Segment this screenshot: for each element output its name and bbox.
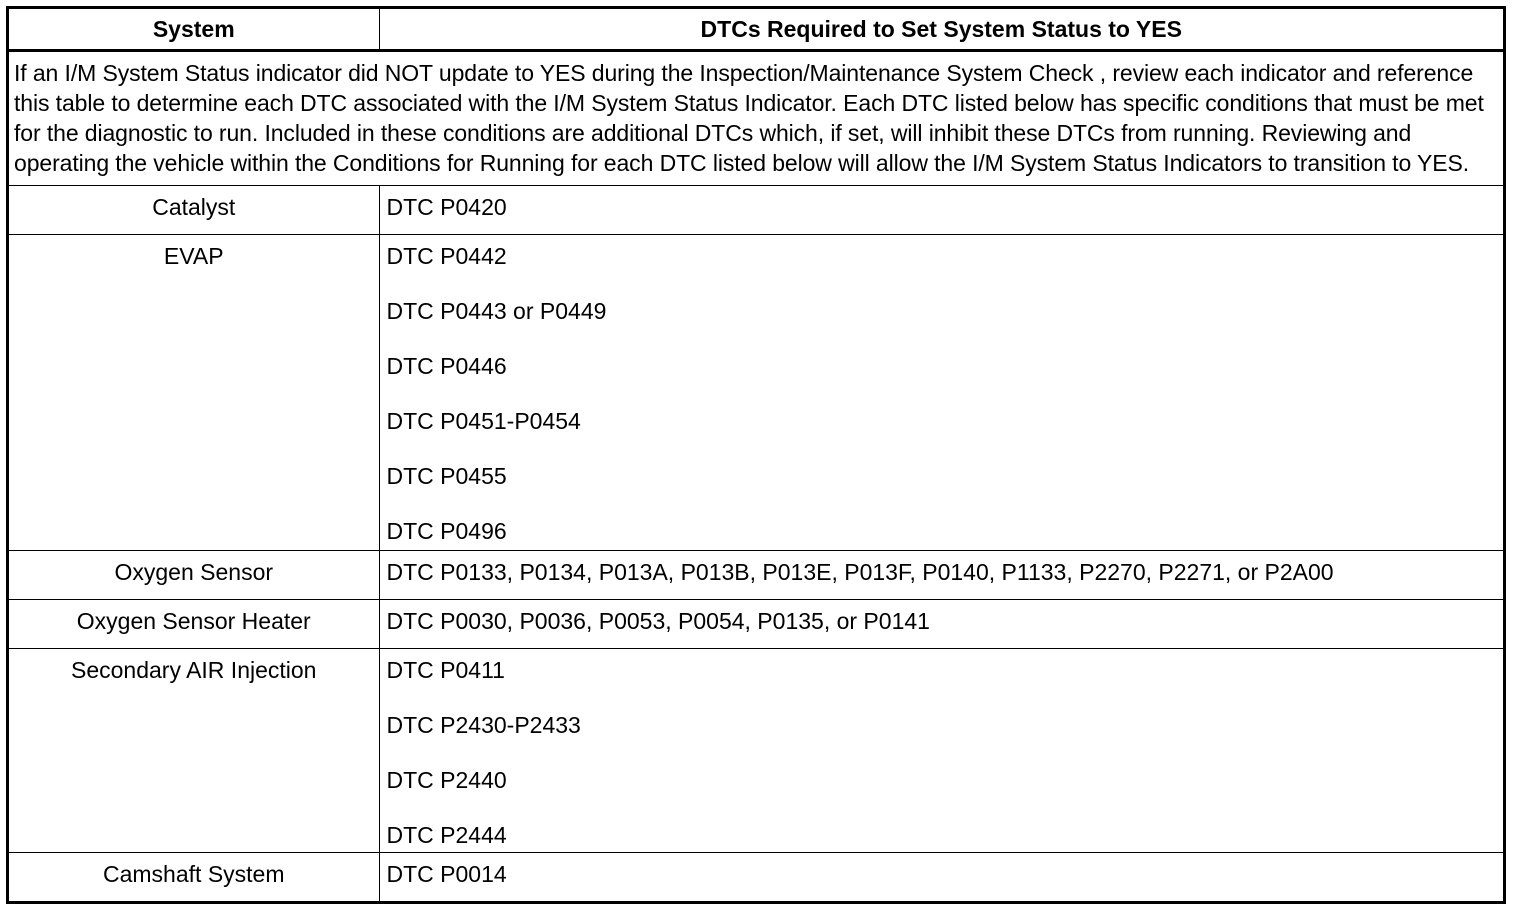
dtc-cell [379, 853, 1503, 902]
dtc-item: DTC P0455 [386, 463, 507, 490]
dtc-item: DTC P0420 [386, 194, 507, 221]
intro-row [9, 51, 1503, 186]
dtc-item: DTC P2440 [386, 766, 507, 793]
dtc-cell [379, 550, 1503, 599]
table-row [9, 853, 1503, 902]
table-header-row [9, 9, 1503, 51]
header-system: System [9, 9, 379, 51]
dtc-cell [379, 235, 1503, 550]
dtc-item: DTC P0133, P0134, P013A, P013B, P013E, P013F, P0140, P1133, P2270, P2271, or P2A00 [386, 558, 1334, 585]
intro-text: If an I/M System Status indicator did NOT update to YES during the Inspection/Maintenance System Check , review each indicator and reference this table to determine each DTC associated with the I/M System Status Indicator. Each DTC listed below has specific conditions that must be met for the diagnostic to run. Included in these conditions are additional DTCs which, if set, will inhibit these DTCs from running. Reviewing and operating the vehicle within the Conditions for Running for each DTC listed below will allow the I/M System Status Indicators to transition to YES. [9, 51, 1503, 186]
system-cell: Camshaft System [9, 853, 379, 902]
dtc-item: DTC P0442 [386, 243, 507, 270]
dtc-item: DTC P0446 [386, 353, 507, 380]
dtc-table [9, 9, 1503, 901]
dtc-item: DTC P0451-P0454 [386, 408, 581, 435]
dtc-item: DTC P2430-P2433 [386, 711, 581, 738]
table-row [9, 550, 1503, 599]
table-row [9, 599, 1503, 648]
system-cell: Oxygen Sensor Heater [9, 599, 379, 648]
dtc-table-frame [6, 6, 1506, 904]
table-row [9, 648, 1503, 852]
dtc-cell [379, 186, 1503, 235]
system-cell: Catalyst [9, 186, 379, 235]
system-cell: Secondary AIR Injection [9, 648, 379, 852]
dtc-item: DTC P0014 [386, 861, 507, 887]
dtc-cell [379, 648, 1503, 852]
table-row [9, 235, 1503, 550]
table-row [9, 186, 1503, 235]
dtc-item: DTC P0443 or P0449 [386, 298, 607, 325]
system-cell: Oxygen Sensor [9, 550, 379, 599]
dtc-item: DTC P2444 [386, 821, 507, 848]
dtc-cell [379, 599, 1503, 648]
dtc-item: DTC P0030, P0036, P0053, P0054, P0135, or P0141 [386, 607, 930, 634]
dtc-item: DTC P0496 [386, 518, 507, 545]
dtc-item: DTC P0411 [386, 656, 505, 683]
system-cell: EVAP [9, 235, 379, 550]
header-dtcs: DTCs Required to Set System Status to YES [379, 9, 1503, 51]
